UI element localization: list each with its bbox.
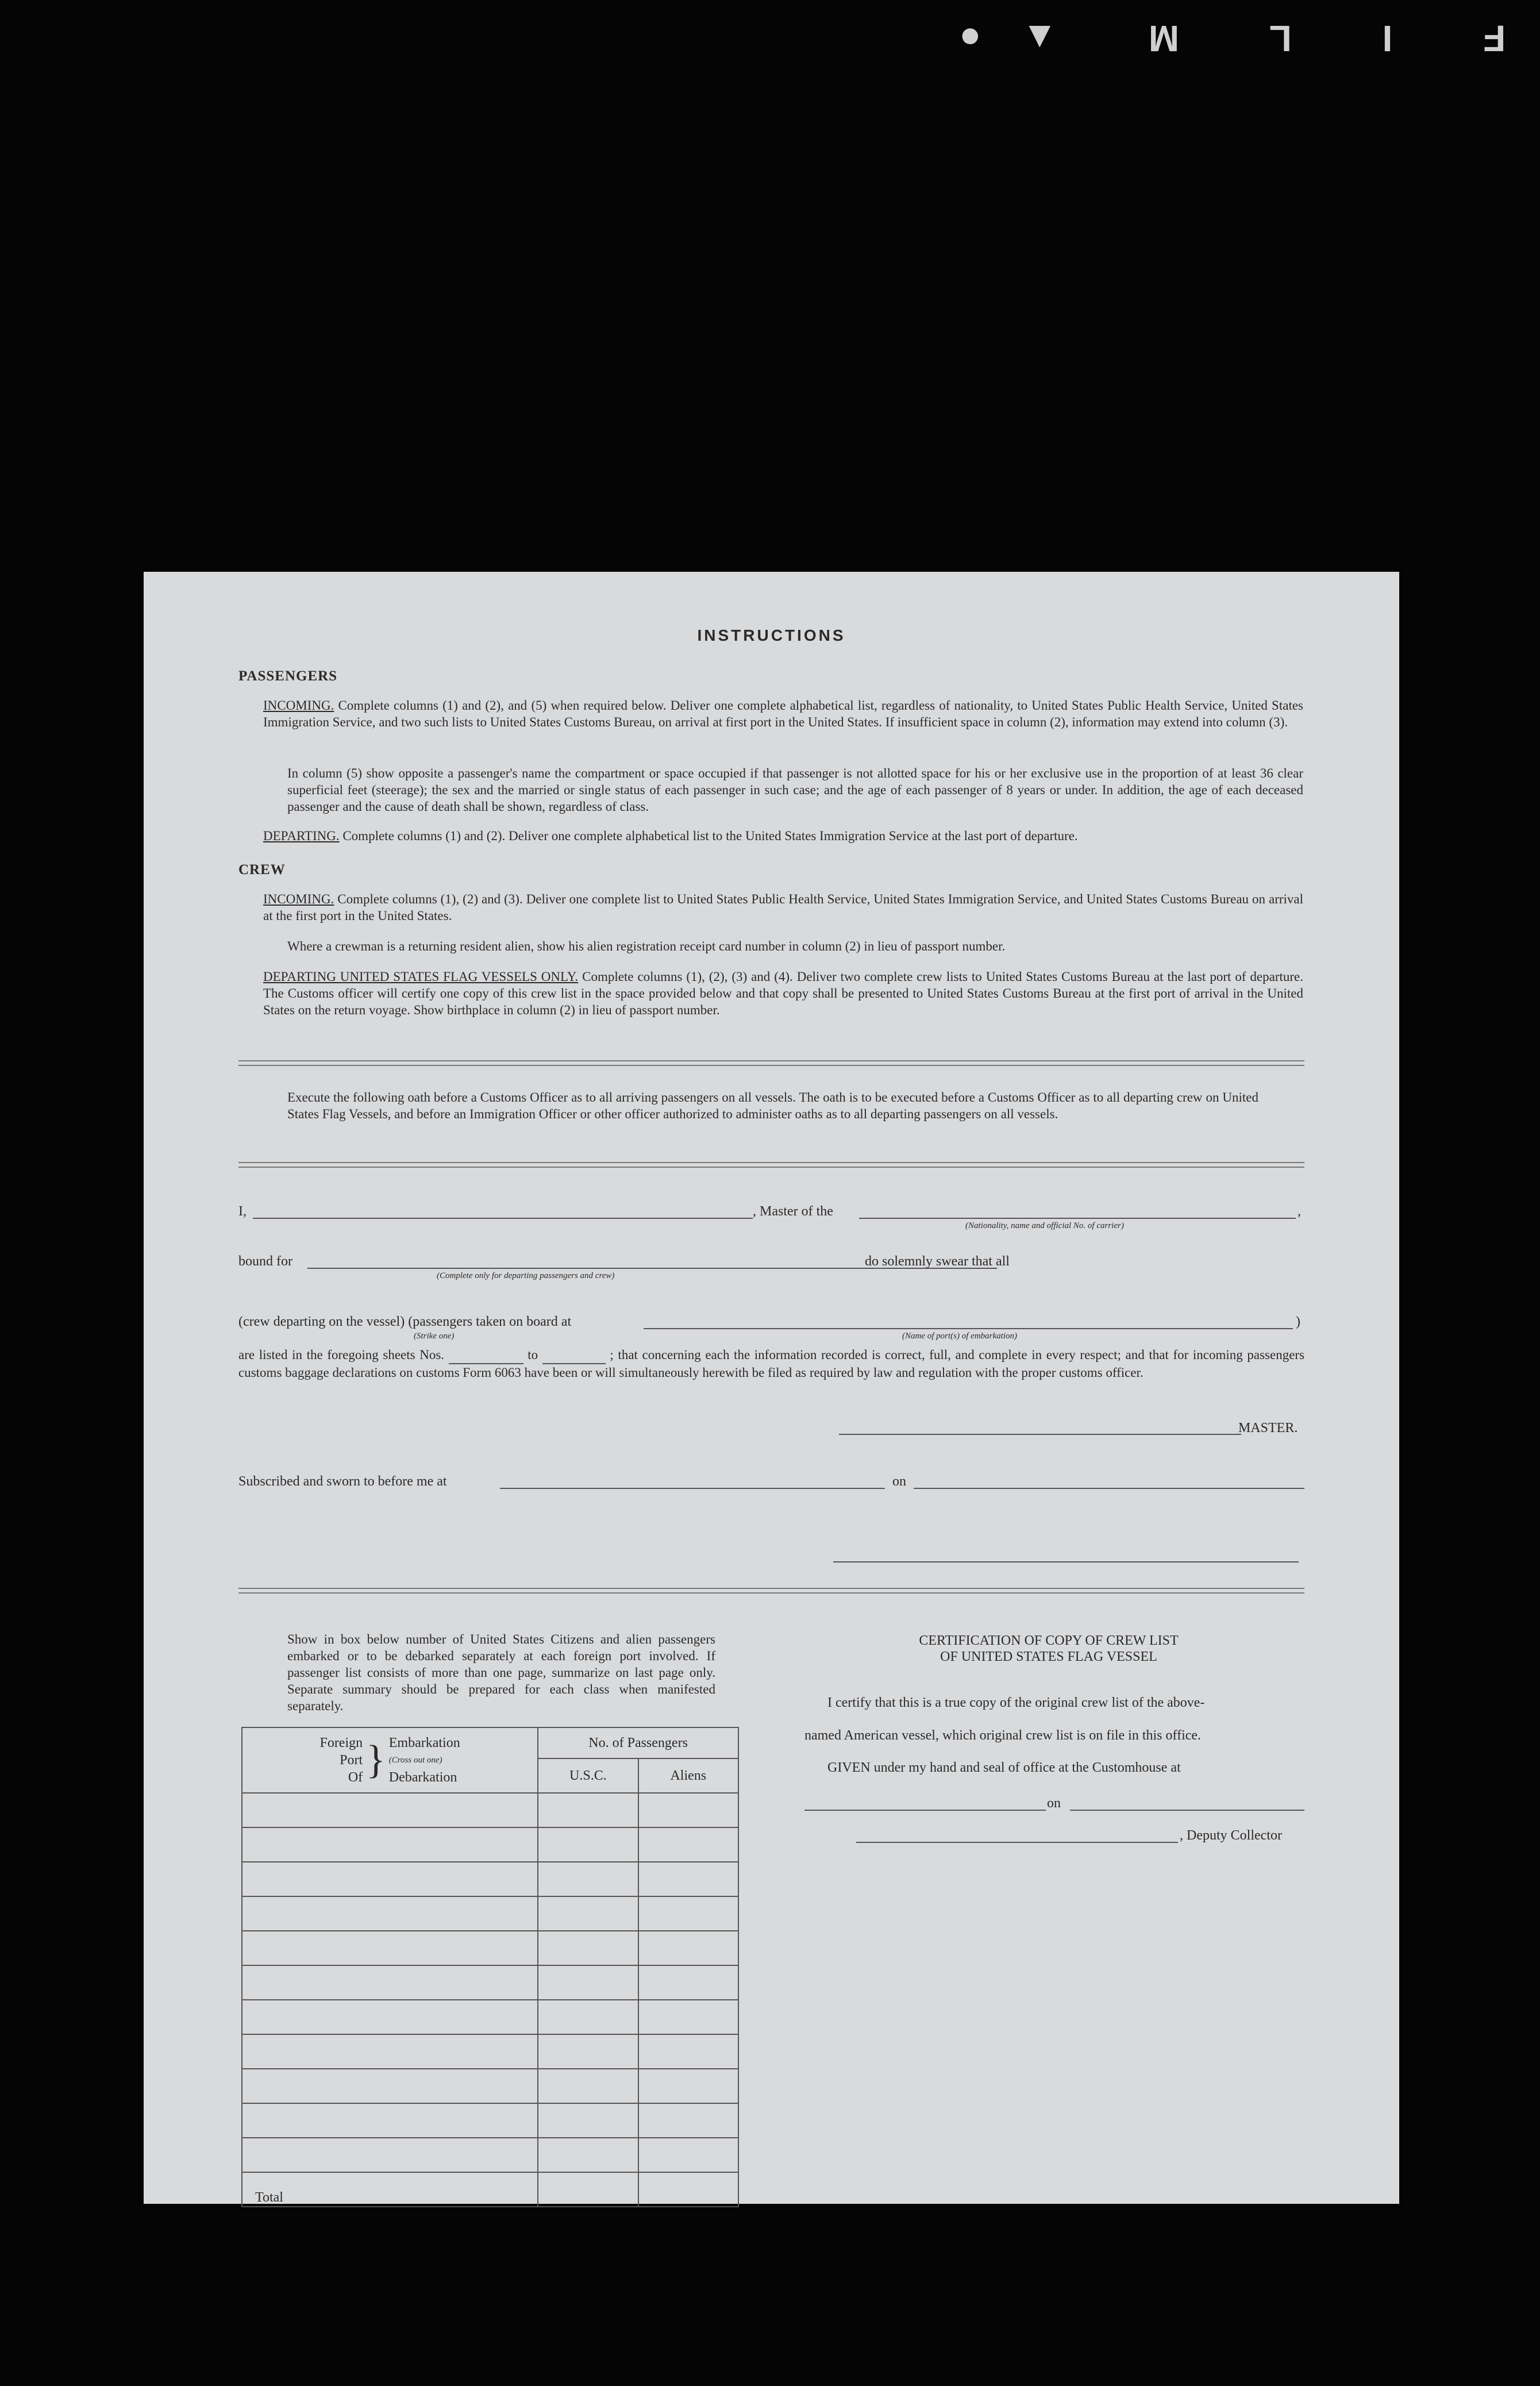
flag-text: Complete columns (1), (2), (3) and (4). Deliver two complete crew lists to United States Customs Bureau at the last port of departure. The Customs officer will certify one copy of this crew list in the space provided below and that copy shall be presented to United States Customs Bureau at the first port of arrival in the United States on the return voyage. Show birthplace in column (2) in lieu of passport number.: [263, 969, 1304, 1017]
port-cell[interactable]: [242, 1862, 538, 1896]
departing-label: DEPARTING.: [263, 829, 340, 843]
subscribed-label: Subscribed and sworn to before me at: [238, 1474, 447, 1489]
departing-text: Complete columns (1) and (2). Deliver one complete alphabetical list to the United States Immigration Service at the last port of departure.: [342, 829, 1078, 843]
aliens-cell[interactable]: [638, 2000, 738, 2034]
header-embarkation: Embarkation: [388, 1735, 460, 1750]
instructions-title: INSTRUCTIONS: [697, 626, 846, 644]
aliens-header: Aliens: [638, 1758, 738, 1793]
passengers-heading: PASSENGERS: [238, 668, 338, 684]
aliens-cell[interactable]: [638, 1793, 738, 1827]
table-row: [242, 1793, 738, 1827]
brace-glyph: }: [366, 1738, 386, 1782]
aliens-cell[interactable]: [638, 1862, 738, 1896]
sworn-place-line[interactable]: [500, 1488, 885, 1489]
carrier-note: (Nationality, name and official No. of carrier): [965, 1221, 1124, 1230]
table-row: [242, 2138, 738, 2172]
incoming-text: Complete columns (1) and (2), and (5) when required below. Deliver one complete alphabetical list, regardless of nationality, to United States Public Health Service, United States Immigration Service, and two such lists to United States Customs Bureau, on arrival at first port in the United States. If insufficient space in column (2), information may extend into column (3).: [263, 698, 1303, 729]
table-row: [242, 1896, 738, 1931]
certification-line-3: GIVEN under my hand and seal of office at the Customhouse at: [827, 1760, 1181, 1775]
carrier-line[interactable]: [859, 1218, 1296, 1219]
passengers-departing: [263, 828, 1303, 844]
usc-cell[interactable]: [538, 1965, 638, 2000]
aliens-cell[interactable]: [638, 2103, 738, 2138]
port-cell[interactable]: [242, 2103, 538, 2138]
crew-incoming-label: INCOMING.: [263, 892, 334, 906]
certification-title-1: CERTIFICATION OF COPY OF CREW LIST: [919, 1633, 1179, 1648]
aliens-cell[interactable]: [638, 1931, 738, 1965]
crew-departing-text: (crew departing on the vessel) (passengers taken on board at: [238, 1314, 572, 1329]
port-cell[interactable]: [242, 1827, 538, 1862]
usc-header: U.S.C.: [538, 1758, 638, 1793]
port-cell[interactable]: [242, 1931, 538, 1965]
table-row: [242, 1965, 738, 2000]
film-edge-marks: F I L M ▲●: [918, 18, 1506, 59]
form-sheet: [144, 572, 1399, 2204]
port-cell[interactable]: [242, 1896, 538, 1931]
port-cell[interactable]: [242, 2000, 538, 2034]
deputy-collector-label: , Deputy Collector: [1180, 1828, 1282, 1843]
strike-note: (Strike one): [414, 1331, 455, 1341]
oath-intro: Execute the following oath before a Customs Officer as to all arriving passengers on all vessels. The oath is to be executed before a Customs Officer as to all departing crew on United States Flag Vessels, and before an Immigration Officer or other officer authorized to administer oaths as to all departing passengers on all vessels.: [287, 1090, 1258, 1121]
bound-for-note: (Complete only for departing passengers and crew): [437, 1271, 615, 1280]
header-cross-note: (Cross out one): [388, 1756, 442, 1765]
aliens-cell[interactable]: [638, 1965, 738, 2000]
close-paren: ): [1296, 1314, 1300, 1329]
aliens-cell[interactable]: [638, 1827, 738, 1862]
crew-flag-vessels: [263, 968, 1303, 1018]
crew-incoming-text: Complete columns (1), (2) and (3). Deliver one complete list to United States Public Health Service, United States Immigration Service, and United States Customs Bureau on arrival at the first port in the United States.: [263, 892, 1303, 923]
listed-paragraph: [238, 1346, 1304, 1381]
total-label: Total: [242, 2172, 538, 2207]
embarkation-port-line[interactable]: [644, 1328, 1293, 1329]
certification-date-line[interactable]: [1070, 1810, 1304, 1811]
header-debarkation: Debarkation: [388, 1770, 457, 1785]
certification-on: on: [1047, 1796, 1061, 1811]
sheet-to-line[interactable]: [542, 1346, 606, 1364]
header-port: Port: [340, 1753, 363, 1768]
swear-text: do solemnly swear that all: [865, 1254, 1010, 1269]
table-row: [242, 1827, 738, 1862]
table-row: [242, 2069, 738, 2103]
usc-cell[interactable]: [538, 1931, 638, 1965]
header-foreign: Foreign: [319, 1735, 363, 1750]
aliens-cell[interactable]: [638, 2138, 738, 2172]
usc-cell[interactable]: [538, 2034, 638, 2069]
divider-2: [238, 1162, 1304, 1168]
listed-to: to: [528, 1348, 538, 1362]
deputy-signature-line[interactable]: [856, 1842, 1178, 1843]
listed-rest: ; that concerning each the information recorded is correct, full, and complete in every respect; and that for incoming passengers customs baggage declarations on customs Form 6063 have been or will simultaneously herewith be filed as required by law and regulation with the proper customs officer.: [238, 1348, 1305, 1380]
port-cell[interactable]: [242, 1965, 538, 2000]
table-row: [242, 2034, 738, 2069]
port-note: (Name of port(s) of embarkation): [902, 1331, 1017, 1341]
aliens-cell[interactable]: [638, 2034, 738, 2069]
usc-cell[interactable]: [538, 1862, 638, 1896]
master-signature-line[interactable]: [839, 1434, 1241, 1435]
port-cell[interactable]: [242, 2034, 538, 2069]
total-aliens-cell[interactable]: [638, 2172, 738, 2207]
port-cell[interactable]: [242, 1793, 538, 1827]
sworn-date-line[interactable]: [914, 1488, 1304, 1489]
bound-for-label: bound for: [238, 1254, 292, 1269]
usc-cell[interactable]: [538, 1793, 638, 1827]
passengers-column5: In column (5) show opposite a passenger's name the compartment or space occupied if that passenger is not allotted space for his or her exclusive use in the proportion of at least 36 clear superficial feet (steerage); the sex and the married or single status of each passenger in such case; and the age of each passenger of 8 years or under. In addition, the age of each deceased passenger and the cause of death shall be shown, regardless of class.: [287, 766, 1303, 814]
usc-cell[interactable]: [538, 1896, 638, 1931]
port-cell[interactable]: [242, 2069, 538, 2103]
passengers-incoming: [263, 697, 1303, 730]
table-row: [242, 2000, 738, 2034]
passenger-summary-table: [241, 1727, 739, 2207]
certification-line-2: named American vessel, which original crew list is on file in this office.: [804, 1728, 1202, 1743]
usc-cell[interactable]: [538, 2069, 638, 2103]
total-usc-cell[interactable]: [538, 2172, 638, 2207]
table-row: [242, 2103, 738, 2138]
master-label: MASTER.: [1238, 1421, 1298, 1436]
usc-cell[interactable]: [538, 2138, 638, 2172]
usc-cell[interactable]: [538, 2000, 638, 2034]
usc-cell[interactable]: [538, 1827, 638, 1862]
no-passengers-header: No. of Passengers: [538, 1727, 738, 1758]
crew-incoming: [263, 891, 1303, 924]
divider-1: [238, 1060, 1304, 1066]
certification-line-1: I certify that this is a true copy of the original crew list of the above-: [827, 1695, 1205, 1710]
listed-prefix: are listed in the foregoing sheets Nos.: [238, 1348, 445, 1362]
crew-heading: CREW: [238, 862, 286, 878]
total-row: [242, 2172, 738, 2207]
sheet-from-line[interactable]: [449, 1346, 523, 1364]
divider-3: [238, 1588, 1304, 1594]
officer-signature-line[interactable]: [833, 1561, 1299, 1563]
oath-i-label: I,: [238, 1204, 247, 1219]
aliens-cell[interactable]: [638, 2069, 738, 2103]
port-column-header: [242, 1727, 538, 1793]
certification-title-2: OF UNITED STATES FLAG VESSEL: [940, 1649, 1157, 1664]
sworn-on-label: on: [892, 1474, 906, 1489]
crew-alien: Where a crewman is a returning resident alien, show his alien registration receipt card number in column (2) in lieu of passport number.: [287, 939, 1006, 953]
table-row: [242, 1931, 738, 1965]
customhouse-line[interactable]: [804, 1810, 1046, 1811]
usc-cell[interactable]: [538, 2103, 638, 2138]
header-of: Of: [348, 1770, 363, 1785]
incoming-label: INCOMING.: [263, 698, 334, 713]
flag-label: DEPARTING UNITED STATES FLAG VESSELS ONLY.: [263, 969, 579, 984]
master-name-line[interactable]: [253, 1218, 753, 1219]
table-row: [242, 1862, 738, 1896]
port-cell[interactable]: [242, 2138, 538, 2172]
master-of-label: , Master of the: [753, 1204, 833, 1219]
summary-intro: Show in box below number of United States Citizens and alien passengers embarked or to be debarked separately at each foreign port involved. If passenger list consists of more than one page, summarize on last page only. Separate summary should be prepared for each class when manifested separately.: [287, 1632, 715, 1713]
aliens-cell[interactable]: [638, 1896, 738, 1931]
carrier-comma: ,: [1298, 1204, 1301, 1219]
